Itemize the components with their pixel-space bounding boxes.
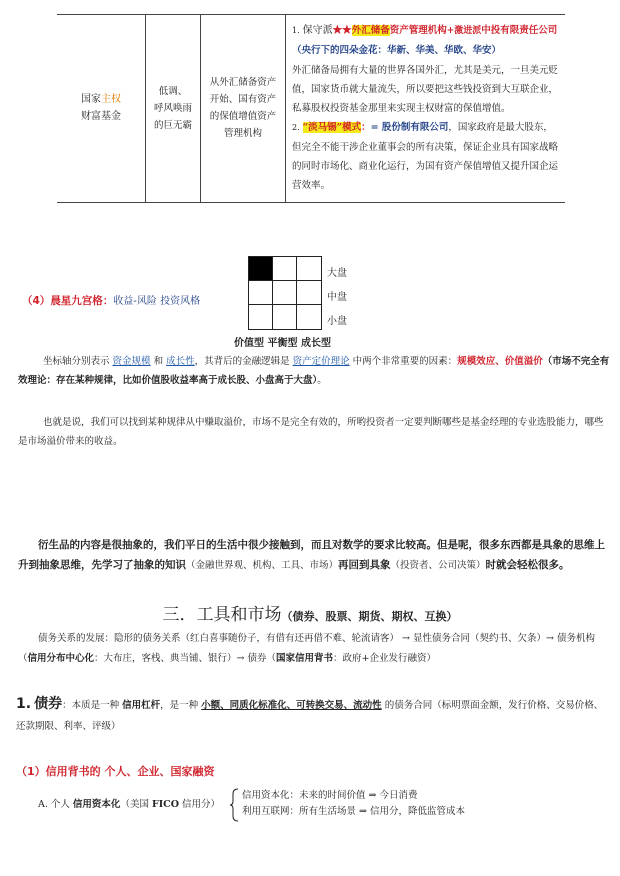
fund-type-text-2: 财富基金 bbox=[81, 111, 121, 123]
item2-number: 2. bbox=[292, 123, 300, 133]
fund-trait-cell bbox=[146, 15, 201, 203]
axes-paragraph bbox=[18, 352, 610, 390]
item1-four-names: 华新、华美、华欧、华安 bbox=[387, 45, 492, 57]
term-national-credit: 国家信用背书 bbox=[276, 653, 334, 664]
term-premium: 规模效应、价值溢价 bbox=[457, 356, 543, 367]
text: ：政府+企业发行融资） bbox=[333, 653, 436, 664]
item1-fx-reserve: 外汇储备 bbox=[351, 25, 390, 36]
section-title-text: 三．工具和市场 bbox=[162, 605, 282, 625]
term-bond-traits: 小额、同质化标准化、可转换交易、流动性 bbox=[201, 700, 382, 711]
item1-four-flowers: （央行下的四朵金花： bbox=[292, 45, 388, 57]
term-asset-pricing: 资产定价理论 bbox=[292, 356, 350, 367]
debt-development bbox=[18, 629, 608, 669]
bond-number: 1. bbox=[16, 696, 32, 712]
item1-conservative: 保守派 bbox=[302, 25, 333, 36]
text: 衍生品的内容是很抽象的，我们平日的生活中很少接触到，而且对数学的要求比较高。但是呢，很多东西都是具象的思维上升到抽象思维，先学习了抽象的知识 bbox=[18, 539, 605, 571]
item1-body: 外汇储备局拥有大量的世界各国外汇，尤其是美元，一旦美元贬值，国家货币就大量流失，所以要把这些钱投资到大互联企业，私募股权投资基金那里来实现主权财富的保值增值。 bbox=[292, 64, 559, 115]
label-small-cap: 小盘 bbox=[327, 316, 347, 327]
fund-detail-cell bbox=[286, 15, 566, 203]
premium-paragraph: 也就是说，我们可以找到某种规律从中赚取溢价，市场不是完全有效的，所哟投资者一定要判断哪些是基金经理的专业选股能力，哪些是市场溢价带来的收益。 bbox=[18, 417, 604, 447]
branch-internet: 利用互联网：所有生活场景 ⇒ 信用分，降低监管成本 bbox=[242, 806, 466, 817]
text: 债务关系的发展：隐形的债务关系（红白喜事随份子，有借有还再借不难、轮流请客） bbox=[38, 633, 400, 644]
text: 的债务合同（标明票面金额，发行价格、交易价格、还款期限、利率、评级） bbox=[16, 700, 604, 732]
personal-credit bbox=[38, 796, 220, 810]
text: 中两个非常重要的因素： bbox=[349, 356, 458, 367]
term-credit-leverage: 信用杠杆 bbox=[122, 700, 161, 711]
label-mid-cap: 中盘 bbox=[327, 292, 347, 303]
item2-colon: ： bbox=[361, 122, 371, 134]
fund-type-text: 国家 bbox=[81, 94, 101, 106]
fund-origin-line: 的保值增值资产 bbox=[209, 111, 277, 123]
fund-origin-line: 开始、国有资产 bbox=[209, 94, 277, 106]
brace-icon bbox=[230, 788, 240, 822]
item1-asset-manager: 资产管理机构 bbox=[389, 25, 447, 36]
text: 信用分） bbox=[179, 799, 221, 810]
fund-type-cell bbox=[57, 15, 146, 203]
bond-title: 债券 bbox=[34, 696, 63, 712]
term-centralized: 信用分布中心化 bbox=[27, 653, 95, 664]
fund-origin-line: 管理机构 bbox=[223, 128, 262, 140]
heading-desc: 收益-风险 投资风格 bbox=[113, 296, 201, 307]
grid-cell bbox=[273, 281, 297, 305]
bond-definition bbox=[16, 694, 608, 737]
item1-paren: ） bbox=[491, 45, 502, 57]
credit-branches bbox=[242, 788, 465, 820]
section-subtitle: （债券、股票、期货、期权、互换） bbox=[281, 610, 458, 623]
market-theory: （市场不完全有效理论：存在某种规律，比如价值股收益率高于成长股、小盘高于大盘） bbox=[18, 356, 610, 386]
grid-cell bbox=[273, 257, 297, 281]
text: → 债务机构（ bbox=[18, 633, 595, 664]
grid-cell bbox=[249, 281, 273, 305]
heading-number: （4） bbox=[22, 295, 51, 307]
text: ，是一种 bbox=[160, 700, 202, 711]
term-fund-size: 资金规模 bbox=[112, 356, 151, 367]
grid-cell bbox=[297, 281, 321, 305]
grid-cell bbox=[273, 305, 297, 329]
grid-cell-filled bbox=[249, 257, 273, 281]
text: ：本质是一种 bbox=[62, 700, 123, 711]
item2-joint-stock: = 股份制有限公司 bbox=[370, 122, 449, 134]
item2-temasek: “淡马锡”模式 bbox=[302, 122, 362, 134]
text: 坐标轴分别表示 bbox=[43, 356, 113, 367]
derivatives-paragraph bbox=[18, 535, 610, 576]
term-fico: FICO bbox=[151, 799, 179, 810]
grid-cell bbox=[297, 305, 321, 329]
item2-body: ，国家政府是最大股东，但完全不能干涉企业董事会的所有决策，保证企业具有国家战略的同时市场化、商业化运行，为国有资产保值增值又提升国企运营效率。 bbox=[292, 122, 559, 192]
morningstar-heading bbox=[22, 292, 200, 308]
heading-title: 晨星九宫格 bbox=[50, 295, 103, 307]
star-icons: ★★ bbox=[332, 25, 352, 36]
text: A. 个人 bbox=[38, 799, 73, 810]
item1-number: 1. bbox=[292, 26, 300, 35]
text: ，其背后的金融逻辑是 bbox=[194, 356, 293, 367]
text: → 显性债务合同（契约书、欠条） bbox=[399, 633, 547, 644]
text: 再回到具象 bbox=[338, 559, 391, 571]
fund-origin-cell bbox=[201, 15, 286, 203]
text: （金融世界观、机构、工具、市场） bbox=[186, 560, 339, 571]
morningstar-grid bbox=[248, 256, 322, 330]
label-large-cap: 大盘 bbox=[327, 268, 347, 279]
heading-colon: ： bbox=[102, 295, 114, 307]
fund-trait-line: 呼风唤雨 bbox=[153, 102, 192, 114]
text: 和 bbox=[150, 356, 167, 367]
grid-cell bbox=[249, 305, 273, 329]
text: 时就会轻松很多。 bbox=[485, 559, 570, 571]
fund-trait-line: 低调、 bbox=[158, 85, 188, 97]
text: （美国 bbox=[120, 799, 152, 810]
style-labels: 价值型 平衡型 成长型 bbox=[234, 338, 331, 349]
grid-cell bbox=[297, 257, 321, 281]
credit-heading: （1）信用背书的 个人、企业、国家融资 bbox=[16, 765, 215, 778]
sovereign-fund-table bbox=[57, 14, 565, 203]
term-credit-capitalization: 信用资本化 bbox=[72, 799, 121, 810]
fund-type-highlight: 主权 bbox=[101, 94, 121, 106]
item1-aggressive: +激进派 bbox=[446, 26, 482, 36]
text: 。 bbox=[317, 375, 327, 386]
text: （投资者、公司决策） bbox=[390, 560, 486, 571]
branch-time-value: 信用资本化：未来的时间价值 ⇒ 今日消费 bbox=[242, 790, 418, 801]
text: ：大布庄，客栈、典当铺、银行）→ 债券（ bbox=[94, 653, 277, 664]
section-title bbox=[0, 600, 620, 625]
term-growth: 成长性 bbox=[166, 356, 195, 367]
item1-cic: 中投有限责任公司 bbox=[481, 25, 558, 36]
fund-origin-line: 从外汇储备资产 bbox=[209, 77, 277, 89]
fund-trait-line: 的巨无霸 bbox=[153, 119, 192, 131]
